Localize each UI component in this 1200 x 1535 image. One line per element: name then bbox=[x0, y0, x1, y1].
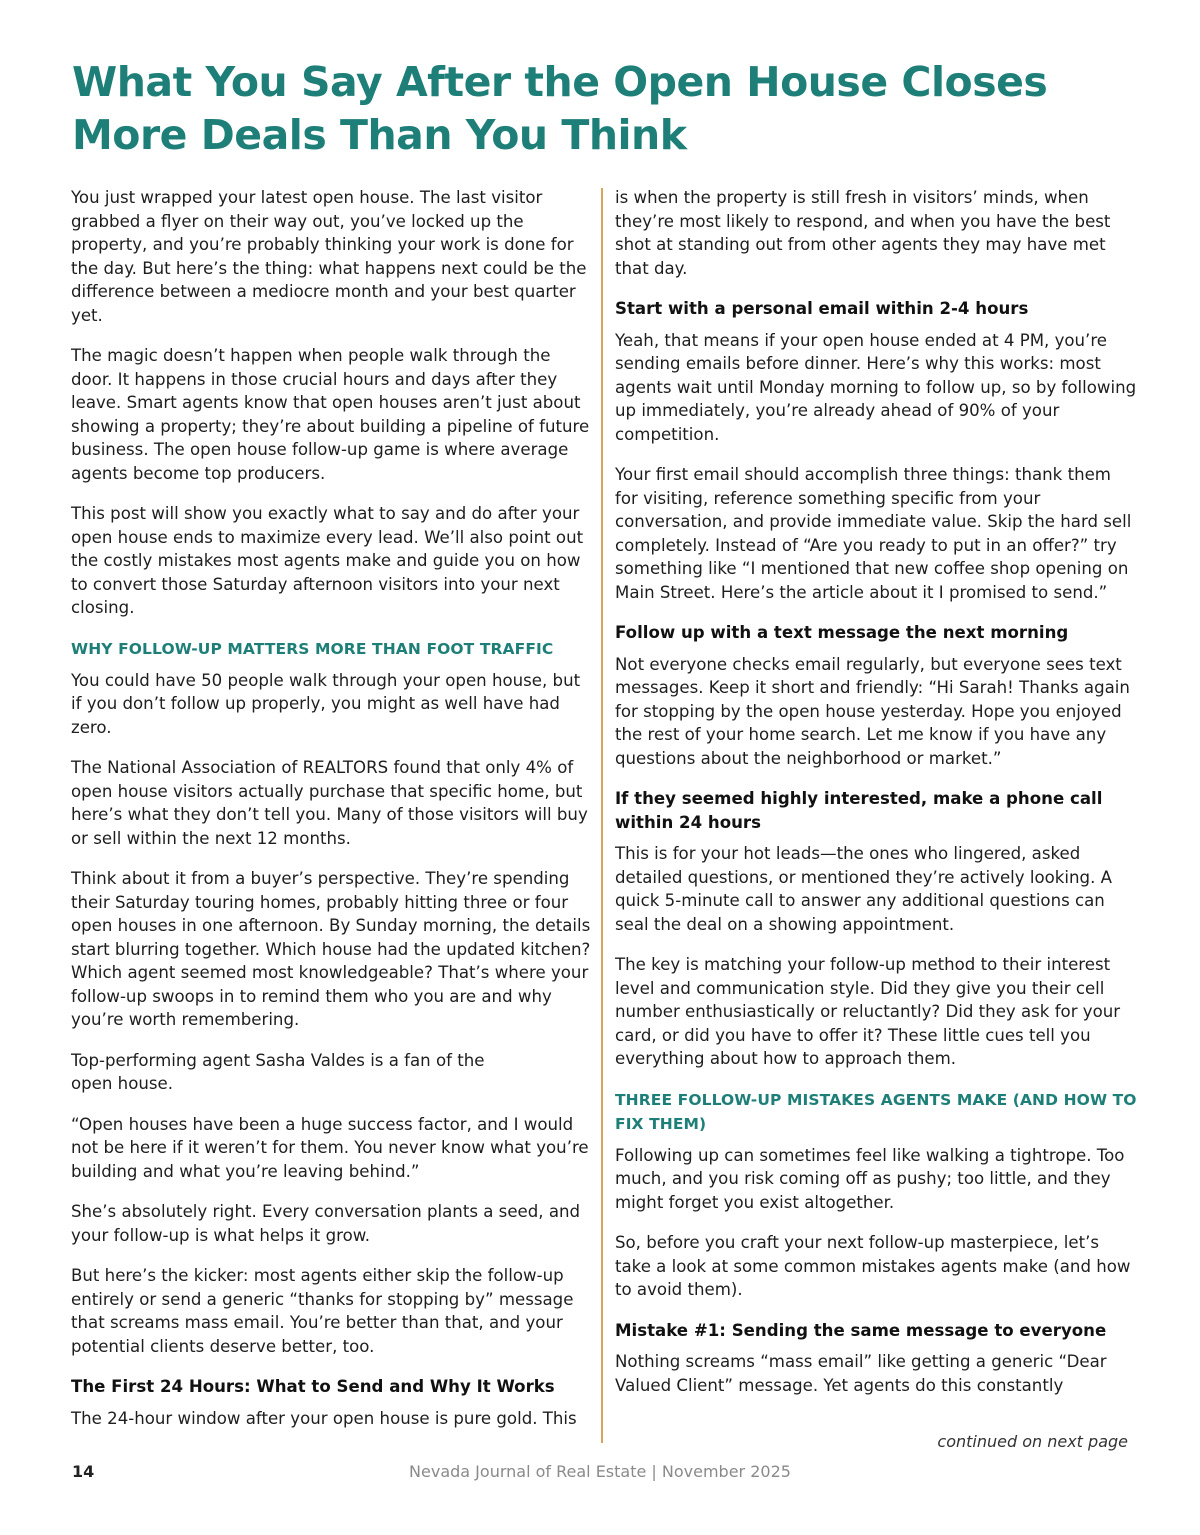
section-heading: THREE FOLLOW-UP MISTAKES AGENTS MAKE (AND HOW TO FIX THEM) bbox=[615, 1090, 1137, 1133]
paragraph: You could have 50 people walk through your open house, but if you don’t follow up properly, you might as well have had zero. bbox=[71, 670, 581, 737]
title-line-2: More Deals Than You Think bbox=[72, 111, 687, 159]
subheading: Mistake #1: Sending the same message to everyone bbox=[615, 1320, 1107, 1340]
paragraph: is when the property is still fresh in visitors’ minds, when they’re most likely to respond, and when you have the best shot at standing out from other agents they may have met that day. bbox=[615, 188, 1111, 278]
paragraph: The key is matching your follow-up method to their interest level and communication style. Did they give you their cell number enthusiastically or reluctantly? Did they ask for your card, or did you have to offer it? These little cues tell you everything about how to approach them. bbox=[615, 955, 1121, 1068]
paragraph: The 24-hour window after your open house is pure gold. This bbox=[71, 1408, 577, 1428]
subheading: The First 24 Hours: What to Send and Why It Works bbox=[71, 1377, 555, 1396]
right-column bbox=[615, 186, 1139, 1414]
paragraph: Nothing screams “mass email” like getting a generic “Dear Valued Client” message. Yet agents do this constantly bbox=[615, 1352, 1107, 1395]
paragraph: Following up can sometimes feel like walking a tightrope. Too much, and you risk coming off as pushy; too little, and they might forget you exist altogether. bbox=[615, 1145, 1125, 1212]
paragraph: But here’s the kicker: most agents either skip the follow-up entirely or send a generic “thanks for stopping by” message that screams mass email. You’re better than that, and your potential clients deserve better, too. bbox=[71, 1266, 574, 1356]
paragraph: Yeah, that means if your open house ended at 4 PM, you’re sending emails before dinner. Here’s why this works: most agents wait until Monday morning to follow up, so by following up immediately, you’re already ahead of 90% of your competition. bbox=[615, 330, 1137, 444]
continued-label: continued on next page bbox=[937, 1432, 1128, 1451]
paragraph: Top-performing agent Sasha Valdes is a fan of the open house. bbox=[71, 1050, 485, 1093]
title-line-1: What You Say After the Open House Closes bbox=[72, 58, 1048, 106]
quote: “Open houses have been a huge success factor, and I would not be here if it weren’t for them. You never know what you’re building and what you’re leaving behind.” bbox=[71, 1114, 589, 1181]
page-number: 14 bbox=[72, 1462, 95, 1481]
subheading: Follow up with a text message the next morning bbox=[615, 623, 1069, 642]
paragraph: This post will show you exactly what to say and do after your open house ends to maximize every lead. We’ll also point out the costly mistakes most agents make and guide you on how to convert those Saturday afternoon visitors into your next closing. bbox=[71, 504, 584, 617]
paragraph: Your first email should accomplish three things: thank them for visiting, reference something specific from your conversation, and provide immediate value. Skip the hard sell completely. Instead of “Are you ready to put in an offer?” try something like “I mentioned that new coffee shop opening on Main Street. Here’s the article about it I promised to send.” bbox=[615, 465, 1132, 602]
paragraph: The magic doesn’t happen when people walk through the door. It happens in those crucial hours and days after they leave. Smart agents know that open houses aren’t just about showing a property; they’re about building a pipeline of future business. The open house follow-up game is where average agents become top producers. bbox=[71, 346, 590, 483]
paragraph: You just wrapped your latest open house. The last visitor grabbed a flyer on their way out, you’ve locked up the property, and you’re probably thinking your work is done for the day. But here’s the thing: what happens next could be the difference between a mediocre month and your best quarter yet. bbox=[71, 188, 587, 325]
paragraph: The National Association of REALTORS found that only 4% of open house visitors actually purchase that specific home, but here’s what they don’t tell you. Many of those visitors will buy or sell within the next 12 months. bbox=[71, 758, 588, 848]
paragraph: Think about it from a buyer’s perspective. They’re spending their Saturday touring homes, probably hitting three or four open houses in one afternoon. By Sunday morning, the details start blurring together. Which house had the updated kitchen? Which agent seemed most knowledgeable? That’s where your follow-up swoops in to remind them who you are and why you’re worth remembering. bbox=[71, 869, 591, 1029]
paragraph: Not everyone checks email regularly, but everyone sees text messages. Keep it short and friendly: “Hi Sarah! Thanks again for stopping by the open house yesterday. Hope you enjoyed the rest of your home search. Let me know if you have any questions about the neighborhood or market.” bbox=[615, 654, 1130, 768]
paragraph: So, before you craft your next follow-up masterpiece, let’s take a look at some common mistakes agents make (and how to avoid them). bbox=[615, 1233, 1131, 1299]
section-heading: WHY FOLLOW-UP MATTERS MORE THAN FOOT TRAFFIC bbox=[71, 639, 554, 658]
page-title bbox=[72, 56, 1132, 162]
paragraph: This is for your hot leads—the ones who lingered, asked detailed questions, or mentioned they’re actively looking. A quick 5-minute call to answer any additional questions can seal the deal on a showing appointment. bbox=[615, 844, 1112, 934]
footer-publication: Nevada Journal of Real Estate | November 2025 bbox=[409, 1462, 791, 1481]
left-column bbox=[71, 186, 591, 1447]
paragraph: She’s absolutely right. Every conversation plants a seed, and your follow-up is what helps it grow. bbox=[71, 1202, 581, 1245]
subheading: If they seemed highly interested, make a phone call within 24 hours bbox=[615, 789, 1103, 832]
subheading: Start with a personal email within 2-4 hours bbox=[615, 299, 1029, 318]
column-divider bbox=[601, 188, 603, 1443]
